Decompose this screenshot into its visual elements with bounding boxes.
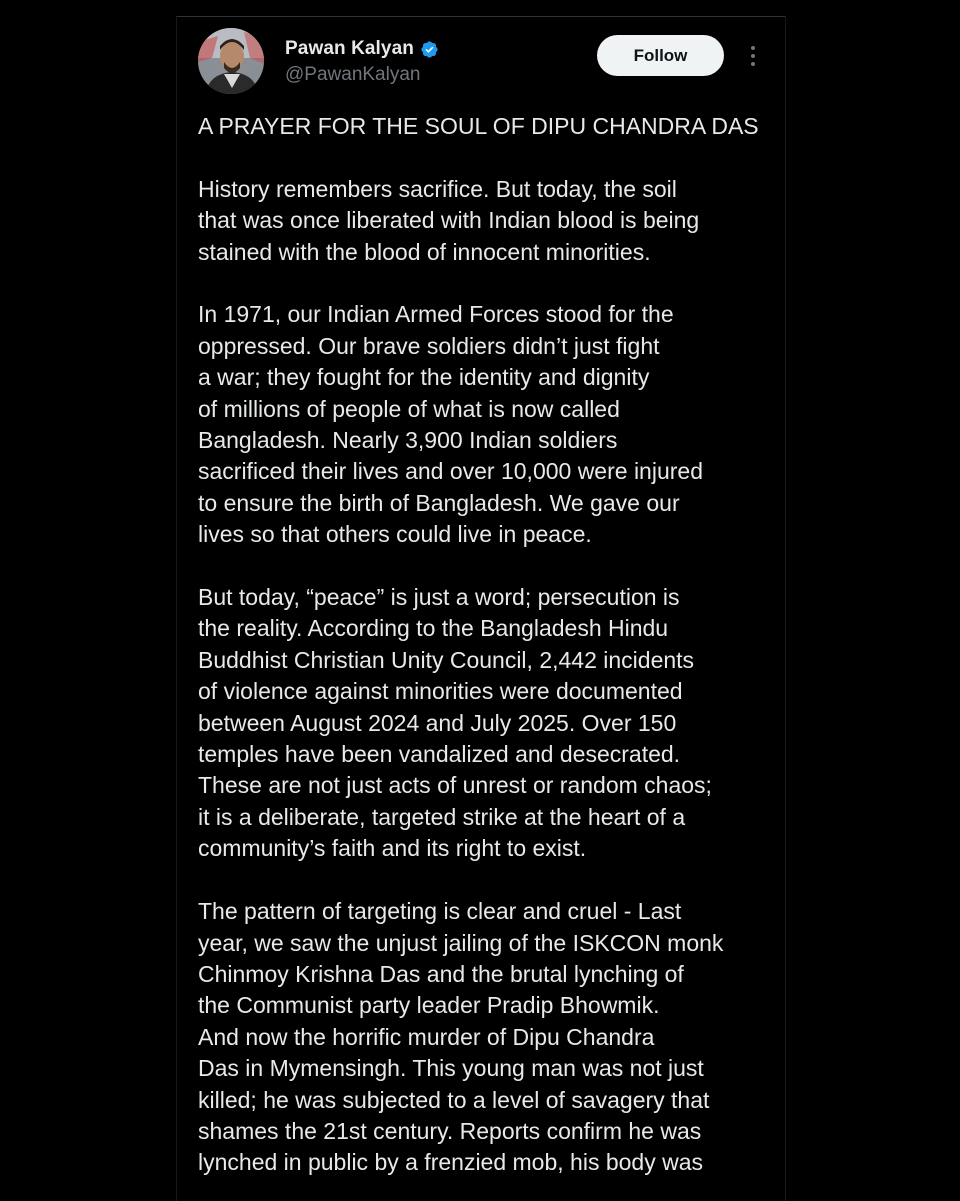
post-paragraph: The pattern of targeting is clear and cruel - Last year, we saw the unjust jailing of the ISKCON monk Chinmoy Krishna Das and the brutal lynching of the Communist party leader Pradip Bhowmik. And now the horrific murder of Dipu Chandra Das in Mymensingh. This young man was not just killed; he was subjected to a level of savagery that shames the 21st century. Reports confirm he was lynched in public by a frenzied mob, his body was bbox=[198, 898, 724, 1176]
avatar-image bbox=[198, 28, 264, 94]
author-name-row bbox=[285, 37, 439, 61]
verified-badge-icon[interactable] bbox=[420, 40, 439, 59]
post-paragraph: But today, “peace” is just a word; persecution is the reality. According to the Bangladesh Hindu Buddhist Christian Unity Council, 2,442 incidents of violence against minorities were documented between August 2024 and July 2025. Over 150 temples have been vandalized and desecrated. These are not just acts of unrest or random chaos; it is a deliberate, targeted strike at the heart of a community’s faith and its right to exist. bbox=[198, 584, 712, 862]
more-dot bbox=[751, 46, 755, 50]
post-text bbox=[198, 111, 778, 1201]
more-dot bbox=[751, 62, 755, 66]
follow-button[interactable]: Follow bbox=[597, 35, 724, 76]
author-display-name[interactable]: Pawan Kalyan bbox=[285, 38, 414, 59]
post-column bbox=[176, 16, 786, 1201]
more-dot bbox=[751, 54, 755, 58]
more-vertical-icon[interactable] bbox=[742, 40, 764, 72]
avatar[interactable] bbox=[198, 28, 264, 94]
post-paragraph: In 1971, our Indian Armed Forces stood for the oppressed. Our brave soldiers didn’t just fight a war; they fought for the identity and dignity of millions of people of what is now called Bangladesh. Nearly 3,900 Indian soldiers sacrificed their lives and over 10,000 were injured to ensure the birth of Bangladesh. We gave our lives so that others could live in peace. bbox=[198, 301, 703, 548]
post-paragraph: History remembers sacrifice. But today, the soil that was once liberated with Indian blood is being stained with the blood of innocent minorities. bbox=[198, 175, 700, 265]
author-info bbox=[285, 37, 439, 86]
author-handle[interactable]: @PawanKalyan bbox=[285, 64, 421, 85]
post-header bbox=[198, 28, 778, 94]
post-title: A PRAYER FOR THE SOUL OF DIPU CHANDRA DAS bbox=[198, 113, 759, 139]
